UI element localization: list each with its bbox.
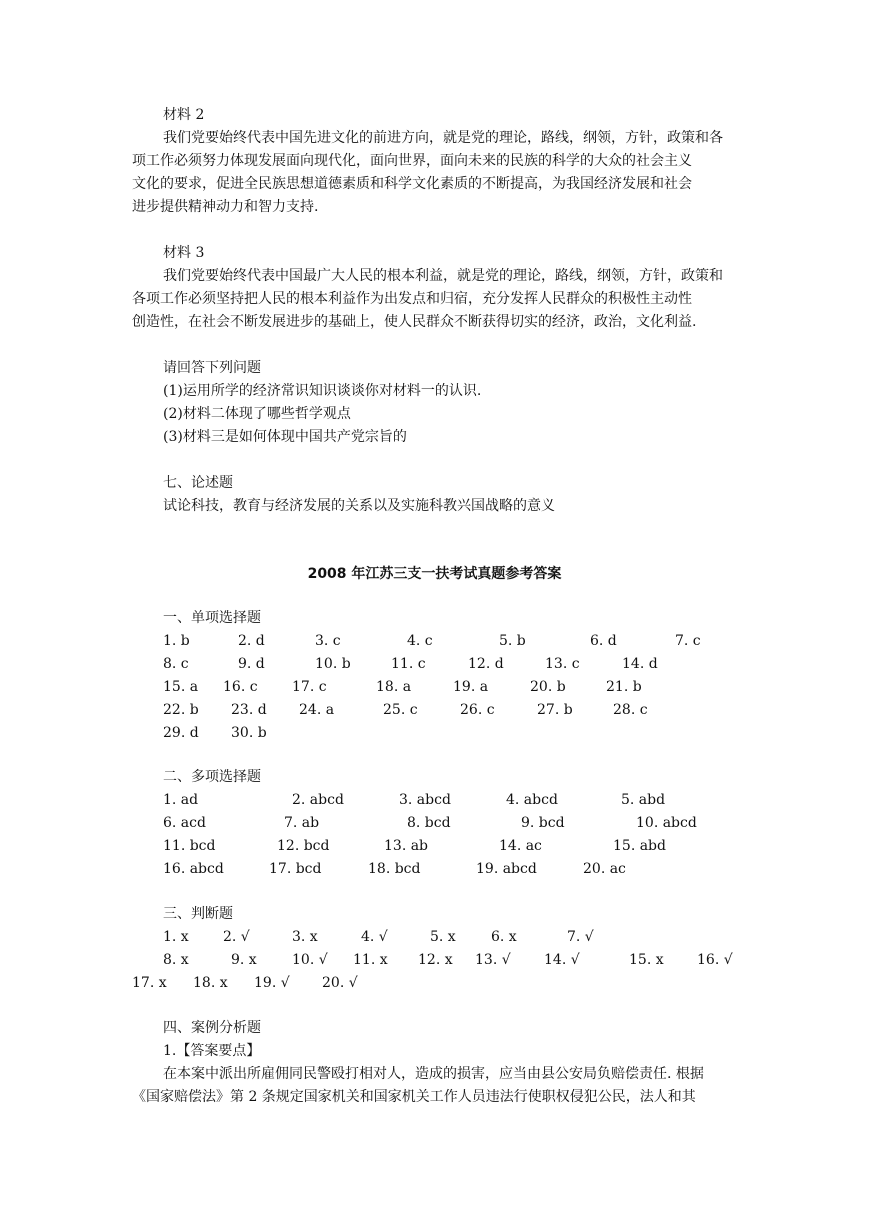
- multi-choice-answer: 4. abcd: [506, 792, 558, 808]
- true-false-answer: 8. x: [163, 952, 189, 968]
- true-false-answer: 12. x: [418, 952, 453, 968]
- multi-choice-answer: 18. bcd: [368, 861, 421, 877]
- single-choice-answer: 13. c: [545, 656, 580, 672]
- single-choice-answer: 22. b: [163, 702, 199, 718]
- multi-choice-answer: 1. ad: [163, 792, 199, 808]
- multi-choice-answer: 19. abcd: [476, 861, 537, 877]
- single-choice-answer: 24. a: [299, 702, 335, 718]
- single-choice-answer: 5. b: [499, 633, 526, 649]
- single-choice-answer: 19. a: [453, 679, 489, 695]
- multi-choice-answer: 8. bcd: [407, 815, 451, 831]
- true-false-answer: 13. √: [475, 952, 511, 968]
- single-choice-answer: 10. b: [315, 656, 351, 672]
- single-choice-answer: 2. d: [238, 633, 265, 649]
- multi-choice-answer: 9. bcd: [521, 815, 565, 831]
- single-choice-answer: 25. c: [383, 702, 418, 718]
- multi-choice-answer: 11. bcd: [163, 838, 216, 854]
- multi-choice-answer: 7. ab: [284, 815, 320, 831]
- multi-choice-answer: 5. abd: [621, 792, 666, 808]
- case-answer-line: 在本案中派出所雇佣同民警殴打相对人，造成的损害，应当由县公安局负赔偿责任. 根据: [163, 1066, 704, 1082]
- true-false-heading: 三、判断题: [163, 906, 233, 922]
- true-false-answer: 14. √: [544, 952, 580, 968]
- case-analysis-heading: 四、案例分析题: [163, 1020, 261, 1036]
- questions-heading: 请回答下列问题: [163, 360, 261, 376]
- multi-choice-answer: 14. ac: [499, 838, 542, 854]
- multi-choice-answer: 13. ab: [384, 838, 429, 854]
- question-item: (3)材料三是如何体现中国共产党宗旨的: [163, 429, 407, 445]
- single-choice-answer: 12. d: [468, 656, 504, 672]
- multi-choice-answer: 12. bcd: [277, 838, 330, 854]
- multi-choice-answer: 20. ac: [583, 861, 626, 877]
- material2-line: 项工作必须努力体现发展面向现代化，面向世界，面向未来的民族的科学的大众的社会主义: [132, 153, 692, 169]
- material3-line: 创造性，在社会不断发展进步的基础上，使人民群众不断获得切实的经济，政治，文化利益.: [132, 314, 697, 330]
- single-choice-answer: 3. c: [315, 633, 341, 649]
- single-choice-answer: 7. c: [675, 633, 701, 649]
- question-item: (2)材料二体现了哪些哲学观点: [163, 406, 351, 422]
- single-choice-answer: 27. b: [537, 702, 573, 718]
- single-choice-answer: 15. a: [163, 679, 199, 695]
- true-false-answer: 11. x: [353, 952, 388, 968]
- case-answer-line: 《国家赔偿法》第 2 条规定国家机关和国家机关工作人员违法行使职权侵犯公民，法人和其: [132, 1089, 696, 1105]
- true-false-answer: 20. √: [322, 975, 358, 991]
- material3-line: 我们党要始终代表中国最广大人民的根本利益，就是党的理论，路线，纲领，方针，政策和: [163, 268, 723, 284]
- single-choice-answer: 11. c: [391, 656, 426, 672]
- multi-choice-answer: 6. acd: [163, 815, 206, 831]
- material2-line: 我们党要始终代表中国先进文化的前进方向，就是党的理论，路线，纲领，方针，政策和各: [163, 130, 723, 146]
- true-false-answer: 17. x: [132, 975, 167, 991]
- material3-line: 各项工作必须坚持把人民的根本利益作为出发点和归宿，充分发挥人民群众的积极性主动性: [132, 291, 692, 307]
- single-choice-answer: 18. a: [376, 679, 412, 695]
- true-false-answer: 3. x: [292, 929, 318, 945]
- multi-choice-answer: 10. abcd: [636, 815, 697, 831]
- single-choice-answer: 28. c: [613, 702, 648, 718]
- single-choice-answer: 21. b: [606, 679, 642, 695]
- true-false-answer: 7. √: [567, 929, 594, 945]
- single-choice-answer: 30. b: [231, 725, 267, 741]
- single-choice-answer: 8. c: [163, 656, 189, 672]
- multi-choice-answer: 17. bcd: [269, 861, 322, 877]
- true-false-answer: 1. x: [163, 929, 189, 945]
- multi-choice-answer: 2. abcd: [292, 792, 344, 808]
- true-false-answer: 5. x: [430, 929, 456, 945]
- single-choice-answer: 26. c: [460, 702, 495, 718]
- essay-text: 试论科技，教育与经济发展的关系以及实施科教兴国战略的意义: [163, 498, 555, 514]
- true-false-answer: 6. x: [491, 929, 517, 945]
- true-false-answer: 10. √: [292, 952, 328, 968]
- true-false-answer: 15. x: [629, 952, 664, 968]
- true-false-answer: 2. √: [223, 929, 250, 945]
- material2-heading: 材料 2: [163, 107, 205, 123]
- true-false-answer: 18. x: [193, 975, 228, 991]
- multi-choice-heading: 二、多项选择题: [163, 769, 261, 785]
- single-choice-answer: 23. d: [231, 702, 267, 718]
- multi-choice-answer: 15. abd: [613, 838, 666, 854]
- single-choice-answer: 1. b: [163, 633, 190, 649]
- single-choice-answer: 17. c: [292, 679, 327, 695]
- single-choice-answer: 20. b: [530, 679, 566, 695]
- case-answer-subheading: 1.【答案要点】: [163, 1043, 261, 1059]
- single-choice-answer: 6. d: [590, 633, 617, 649]
- true-false-answer: 9. x: [231, 952, 257, 968]
- true-false-answer: 19. √: [254, 975, 290, 991]
- single-choice-answer: 16. c: [223, 679, 258, 695]
- single-choice-heading: 一、单项选择题: [163, 610, 261, 626]
- true-false-answer: 4. √: [361, 929, 388, 945]
- essay-heading: 七、论述题: [163, 475, 233, 491]
- single-choice-answer: 9. d: [238, 656, 265, 672]
- question-item: (1)运用所学的经济常识知识谈谈你对材料一的认识.: [163, 383, 482, 399]
- single-choice-answer: 4. c: [407, 633, 433, 649]
- material3-heading: 材料 3: [163, 245, 205, 261]
- true-false-answer: 16. √: [697, 952, 733, 968]
- single-choice-answer: 29. d: [163, 725, 199, 741]
- single-choice-answer: 14. d: [622, 656, 658, 672]
- multi-choice-answer: 3. abcd: [399, 792, 451, 808]
- multi-choice-answer: 16. abcd: [163, 861, 224, 877]
- answers-title: 2008 年江苏三支一扶考试真题参考答案: [307, 566, 562, 582]
- material2-line: 进步提供精神动力和智力支持.: [132, 199, 319, 215]
- material2-line: 文化的要求，促进全民族思想道德素质和科学文化素质的不断提高，为我国经济发展和社会: [132, 176, 692, 192]
